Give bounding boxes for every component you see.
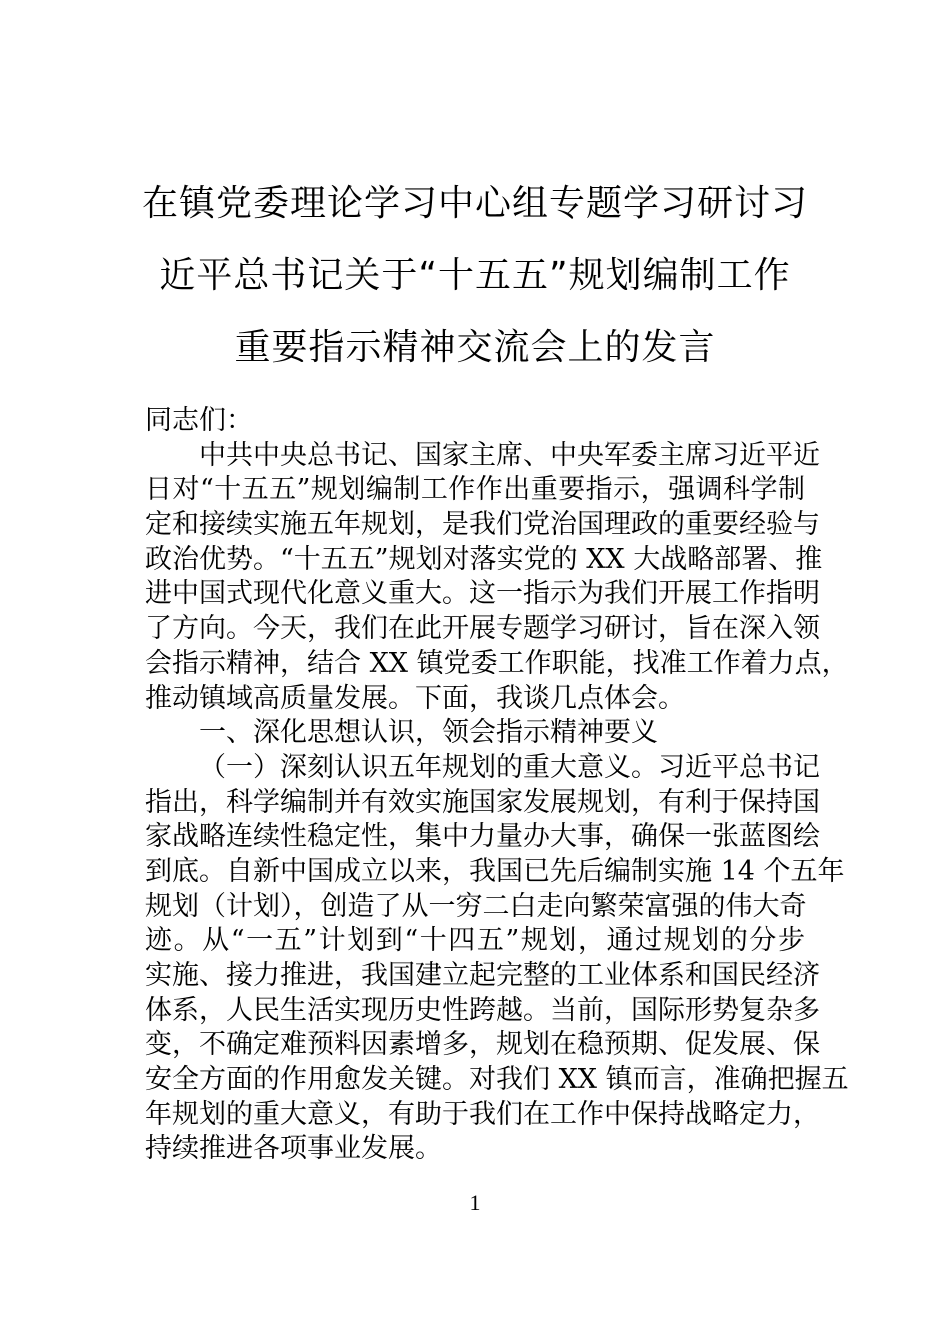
intro-paragraph-line: 进中国式现代化意义重大。这一指示为我们开展工作指明 <box>145 578 820 610</box>
intro-paragraph-line: 推动镇域高质量发展。下面，我谈几点体会。 <box>145 682 685 714</box>
title-line: 重要指示精神交流会上的发言 <box>234 327 716 368</box>
section-paragraph-line: （一）深刻认识五年规划的重大意义。习近平总书记 <box>199 751 820 783</box>
intro-paragraph-line: 日对“十五五”规划编制工作作出重要指示，强调科学制 <box>145 474 805 506</box>
section-paragraph-line: 实施、接力推进，我国建立起完整的工业体系和国民经济 <box>145 960 820 991</box>
section-paragraph-line: 指出，科学编制并有效实施国家发展规划，有利于保持国 <box>145 786 820 818</box>
intro-paragraph-line: 政治优势。“十五五”规划对落实党的 XX 大战略部署、推 <box>145 543 823 575</box>
title-line: 在镇党委理论学习中心组专题学习研讨习 <box>141 183 808 224</box>
document-body <box>145 404 849 1167</box>
section-paragraph-line: 到底。自新中国成立以来，我国已先后编制实施 14 个五年 <box>145 855 845 887</box>
section-paragraph-line: 规划（计划），创造了从一穷二白走向繁荣富强的伟大奇 <box>145 890 807 922</box>
intro-paragraph-line: 定和接续实施五年规划，是我们党治国理政的重要经验与 <box>145 509 820 541</box>
section-paragraph-line: 持续推进各项事业发展。 <box>145 1133 442 1165</box>
intro-paragraph-line: 中共中央总书记、国家主席、中央军委主席习近平近 <box>199 439 820 471</box>
section-paragraph-line: 家战略连续性稳定性，集中力量办大事，确保一张蓝图绘 <box>145 821 820 853</box>
salutation: 同志们： <box>145 405 253 436</box>
document-title <box>120 168 830 384</box>
section-paragraph-line: 年规划的重大意义，有助于我们在工作中保持战略定力， <box>145 1098 820 1130</box>
title-line: 近平总书记关于“十五五”规划编制工作 <box>159 255 791 296</box>
intro-paragraph-line: 会指示精神，结合 XX 镇党委工作职能，找准工作着力点， <box>145 647 849 679</box>
section-paragraph-line: 安全方面的作用愈发关键。对我们 XX 镇而言，准确把握五 <box>145 1064 849 1096</box>
section-paragraph-line: 变，不确定难预料因素增多，规划在稳预期、促发展、保 <box>145 1029 820 1061</box>
section-heading: 一、深化思想认识，领会指示精神要义 <box>199 717 658 749</box>
section-paragraph-line: 迹。从“一五”计划到“十四五”规划，通过规划的分步 <box>145 925 805 957</box>
page-number: 1 <box>469 1190 481 1215</box>
intro-paragraph-line: 了方向。今天，我们在此开展专题学习研讨，旨在深入领 <box>145 613 820 645</box>
section-paragraph-line: 体系，人民生活实现历史性跨越。当前，国际形势复杂多 <box>145 994 820 1026</box>
